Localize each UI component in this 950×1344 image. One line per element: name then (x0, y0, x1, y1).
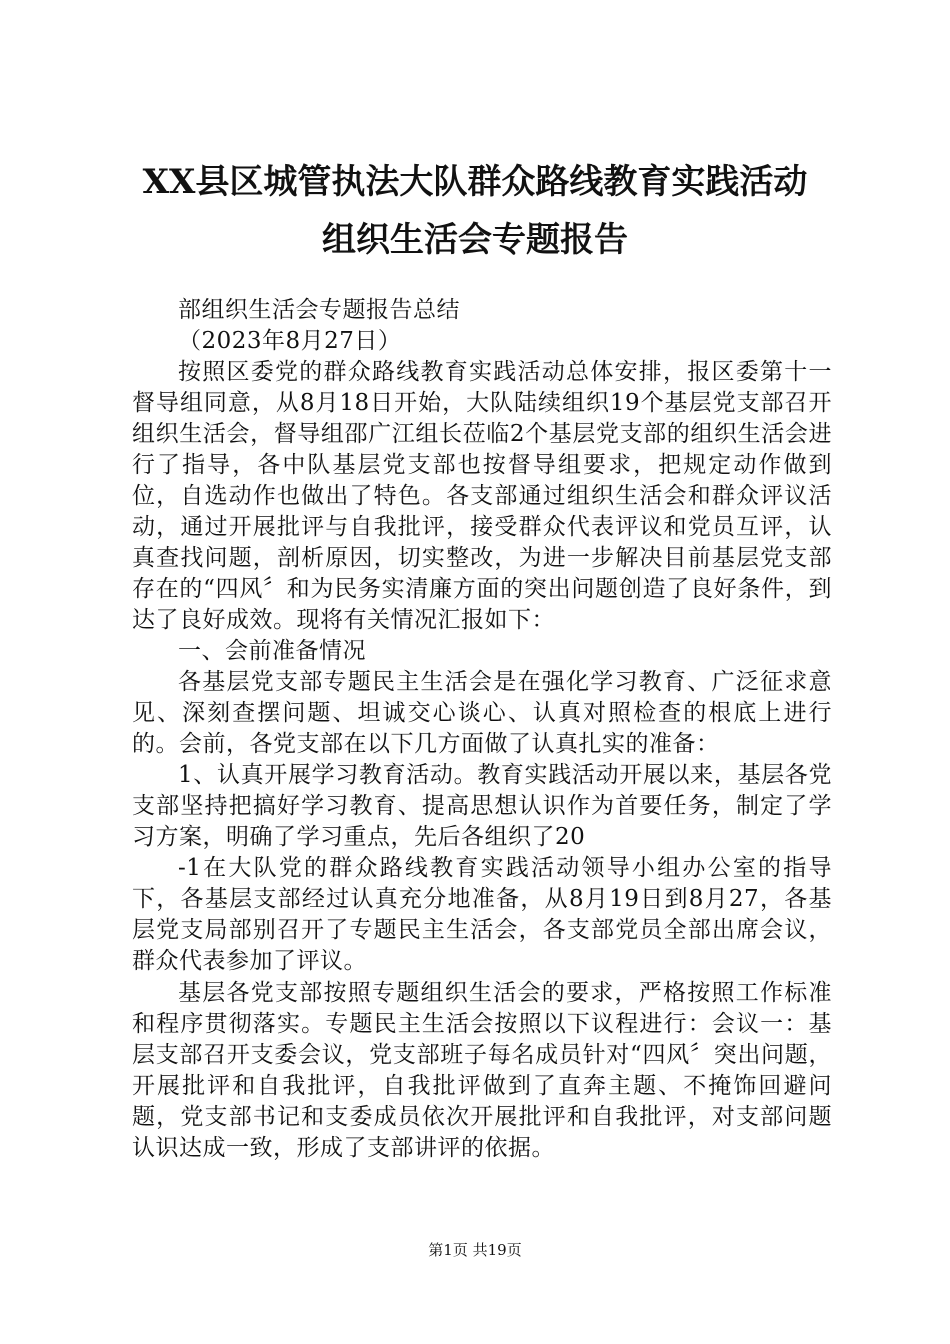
document-title-line-2: 组织生活会专题报告 (322, 220, 628, 260)
paragraph: -1在大队党的群众路线教育实践活动领导小组办公室的指导下，各基层支部经过认真充分地准备，从8月19日到8月27，各基层党支局部别召开了专题民主生活会，各支部党员全部出席会议，群众代表参加了评议。 (132, 855, 832, 974)
paragraph: 各基层党支部专题民主生活会是在强化学习教育、广泛征求意见、深刻查摆问题、坦诚交心谈心、认真对照检查的根底上进行的。会前，各党支部在以下几方面做了认真扎实的准备： (132, 669, 832, 757)
paragraph: 1、认真开展学习教育活动。教育实践活动开展以来，基层各党支部坚持把搞好学习教育、提高思想认识作为首要任务，制定了学习方案，明确了学习重点，先后各组织了20 (132, 762, 832, 850)
page-footer: 第1页 共19页 (428, 1241, 522, 1259)
paragraph-subtitle: 部组织生活会专题报告总结 (178, 297, 460, 323)
document-title-line-1: XX县区城管执法大队群众路线教育实践活动 (142, 162, 808, 202)
paragraph-date: （2023年8月27日） (178, 328, 402, 354)
paragraph-intro: 按照区委党的群众路线教育实践活动总体安排，报区委第十一督导组同意，从8月18日开始，大队陆续组织19个基层党支部召开组织生活会，督导组邵广江组长莅临2个基层党支部的组织生活会进行了指导，各中队基层党支部也按督导组要求，把规定动作做到位，自选动作也做出了特色。各支部通过组织生活会和群众评议活动，通过开展批评与自我批评，接受群众代表评议和党员互评，认真查找问题，剖析原因，切实整改，为进一步解决目前基层党支部存在的“四风〞和为民务实清廉方面的突出问题创造了良好条件，到达了良好成效。现将有关情况汇报如下： (132, 359, 832, 633)
document-body (132, 295, 832, 1164)
paragraph: 基层各党支部按照专题组织生活会的要求，严格按照工作标准和程序贯彻落实。专题民主生活会按照以下议程进行：会议一：基层支部召开支委会议，党支部班子每名成员针对“四风〞突出问题，开展批评和自我批评，自我批评做到了直奔主题、不掩饰回避问题，党支部书记和支委成员依次开展批评和自我批评，对支部问题认识达成一致，形成了支部讲评的依据。 (132, 980, 832, 1161)
section-heading: 一、会前准备情况 (178, 638, 366, 664)
